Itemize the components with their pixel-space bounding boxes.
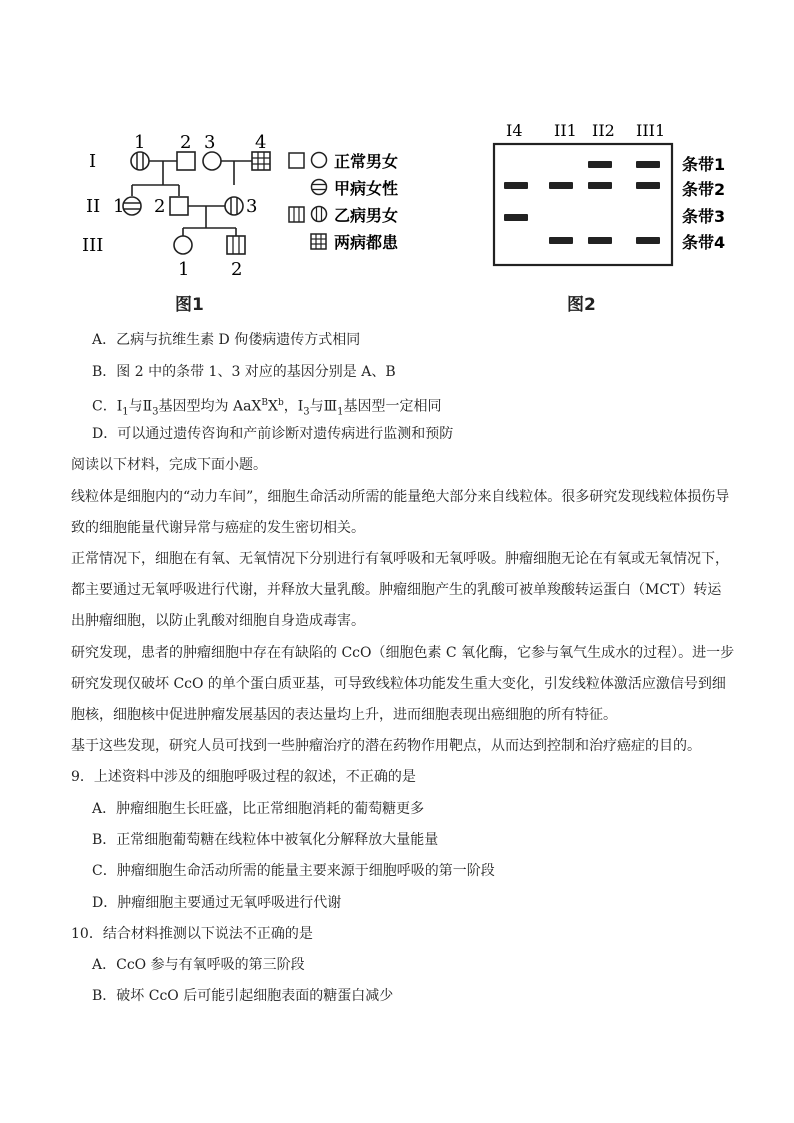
band-II2-2 [588, 182, 612, 189]
reading-p2-line1: 正常情况下，细胞在有氧、无氧情况下分别进行有氧呼吸和无氧呼吸。肿瘤细胞无论在有氧或无氧情况下， [71, 551, 729, 567]
q9-stem: 9．上述资料中涉及的细胞呼吸过程的叙述，不正确的是 [71, 769, 416, 785]
q8-c-iii1-sub: 1 [337, 406, 344, 418]
q9-option-b: B．正常细胞葡萄糖在线粒体中被氧化分解释放大量能量 [92, 832, 439, 848]
legend-label-disease-b: 乙病男女 [334, 206, 399, 225]
q8-option-d: D．可以通过遗传咨询和产前诊断对遗传病进行监测和预防 [92, 426, 454, 442]
q8-c-sup2: b [277, 398, 284, 408]
gen-label-II: II [86, 196, 101, 217]
num-I3: 3 [204, 132, 216, 153]
lane-label-II2: II2 [592, 121, 615, 140]
individual-II1 [123, 197, 141, 215]
legend-label-normal: 正常男女 [334, 152, 399, 171]
lane-label-II1: II1 [554, 121, 577, 140]
pedigree-figure [76, 112, 436, 312]
q9-option-d: D．肿瘤细胞主要通过无氧呼吸进行代谢 [92, 895, 342, 911]
band-III1-2 [636, 182, 660, 189]
q10-option-b: B．破坏 CcO 后可能引起细胞表面的糖蛋白减少 [92, 988, 394, 1004]
individual-I2 [177, 152, 195, 170]
q8-c-mid3: ，Ⅰ [283, 398, 304, 415]
band-II2-4 [588, 237, 612, 244]
individual-II3 [225, 197, 243, 215]
lane-label-III1: III1 [636, 121, 666, 140]
figure1-caption: 图1 [175, 295, 204, 315]
reading-p4-line1: 基于这些发现，研究人员可找到一些肿瘤治疗的潜在药物作用靶点，从而达到控制和治疗癌症的目的。 [71, 738, 701, 754]
band-label-2: 条带2 [682, 180, 726, 199]
q8-c-prefix: C． [92, 398, 117, 415]
figures-area [0, 112, 794, 322]
legend-label-both: 两病都患 [334, 233, 399, 252]
q8-c-mid4: 与Ⅲ [309, 398, 338, 415]
individual-III2 [227, 236, 245, 254]
band-II2-1 [588, 161, 612, 168]
num-II3: 3 [246, 196, 258, 217]
reading-p1-line2: 致的细胞能量代谢异常与癌症的发生密切相关。 [71, 520, 365, 536]
reading-intro: 阅读以下材料，完成下面小题。 [71, 457, 267, 473]
reading-p3-line2: 研究发现仅破坏 CcO 的单个蛋白质亚基，可导致线粒体功能发生重大变化，引发线粒体激活应激信号到细 [71, 676, 726, 692]
num-II1: 1 [113, 196, 125, 217]
reading-p2-line2: 都主要通过无氧呼吸进行代谢，并释放大量乳酸。肿瘤细胞产生的乳酸可被单羧酸转运蛋白（MCT）转运 [71, 582, 722, 598]
q8-c-sup1: B [261, 398, 269, 408]
num-III1: 1 [178, 259, 190, 280]
individual-I3 [203, 152, 221, 170]
band-III1-4 [636, 237, 660, 244]
legend-both-diseases-symbol [311, 234, 326, 249]
reading-p2-line3: 出肿瘤细胞，以防止乳酸对细胞自身造成毒害。 [71, 613, 365, 629]
reading-p1-line1: 线粒体是细胞内的“动力车间”，细胞生命活动所需的能量绝大部分来自线粒体。很多研究发现线粒体损伤导 [71, 489, 730, 505]
q8-c-i1: Ⅰ [116, 398, 123, 415]
legend-normal-symbols [289, 153, 327, 169]
q8-c-i1-sub: 1 [122, 406, 129, 418]
q10-stem: 10．结合材料推测以下说法不正确的是 [71, 926, 313, 942]
q8-c-end: 基因型一定相同 [343, 398, 442, 415]
reading-p3-line1: 研究发现，患者的肿瘤细胞中存在有缺陷的 CcO（细胞色素 C 氧化酶，它参与氧气生成水的过程）。进一步 [71, 645, 735, 661]
num-III2: 2 [231, 259, 243, 280]
legend-label-disease-a-female: 甲病女性 [334, 179, 399, 198]
legend-disease-a-female-symbol [312, 180, 327, 195]
q9-option-c: C．肿瘤细胞生命活动所需的能量主要来源于细胞呼吸的第一阶段 [92, 863, 495, 879]
q8-option-a: A．乙病与抗维生素 D 佝偻病遗传方式相同 [92, 332, 361, 348]
band-label-3: 条带3 [682, 207, 726, 226]
num-I4: 4 [255, 132, 267, 153]
q8-c-mid1: 与Ⅱ [128, 398, 153, 415]
legend-disease-b-symbols [289, 207, 327, 223]
q8-option-b: B．图 2 中的条带 1、3 对应的基因分别是 A、B [92, 364, 396, 380]
individual-III1 [174, 236, 192, 254]
gen-label-I: I [89, 151, 97, 172]
lane-label-I4: I4 [506, 121, 523, 140]
electrophoresis-figure [490, 114, 770, 284]
q10-option-a: A．CcO 参与有氧呼吸的第三阶段 [92, 957, 305, 973]
num-I1: 1 [134, 132, 146, 153]
band-I4-3 [504, 214, 528, 221]
individual-I4 [252, 152, 270, 170]
q8-c-ii3-sub: 3 [152, 406, 159, 418]
band-I4-2 [504, 182, 528, 189]
band-label-4: 条带4 [682, 233, 726, 252]
q9-option-a: A．肿瘤细胞生长旺盛，比正常细胞消耗的葡萄糖更多 [92, 801, 425, 817]
num-I2: 2 [180, 132, 192, 153]
gen-label-III: III [82, 235, 104, 256]
q8-c-i3-sub: 3 [303, 406, 310, 418]
q8-c-x: X [268, 398, 278, 415]
band-II1-4 [549, 237, 573, 244]
individual-II2 [170, 197, 188, 215]
band-label-1: 条带1 [682, 155, 726, 174]
band-II1-2 [549, 182, 573, 189]
band-III1-1 [636, 161, 660, 168]
num-II2: 2 [154, 196, 166, 217]
individual-I1 [131, 152, 149, 170]
figure2-caption: 图2 [567, 295, 596, 315]
q8-option-c [92, 393, 442, 422]
q8-c-mid2: 基因型均为 AaX [158, 398, 262, 415]
reading-p3-line3: 胞核，细胞核中促进肿瘤发展基因的表达量均上升，进而细胞表现出癌细胞的所有特征。 [71, 707, 617, 723]
